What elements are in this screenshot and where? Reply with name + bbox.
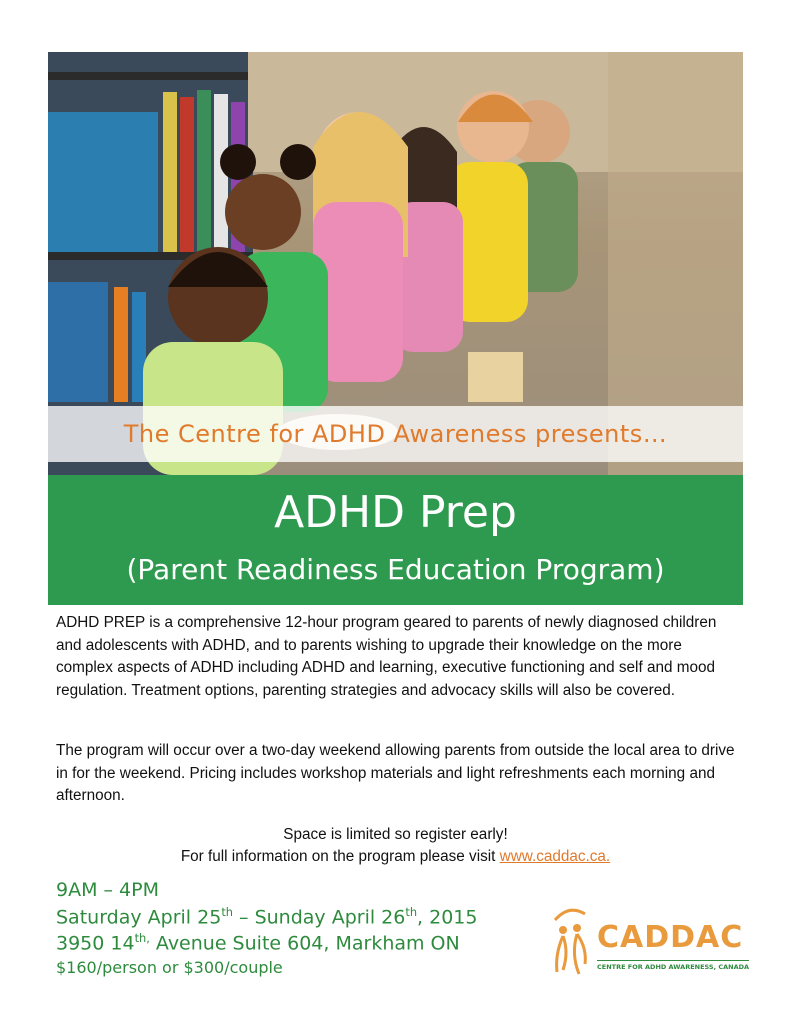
program-title: ADHD Prep [274, 487, 517, 538]
presents-text: The Centre for ADHD Awareness presents… [123, 420, 668, 448]
website-link[interactable]: www.caddac.ca. [499, 848, 611, 865]
schedule-paragraph: The program will occur over a two-day weekend allowing parents from outside the local area to drive in for the weekend. Pricing includes workshop materials and light refreshments each morning and afternoon. [56, 742, 735, 804]
description-paragraph: ADHD PREP is a comprehensive 12-hour program geared to parents of newly diagnosed children and adolescents with ADHD, and to parents wishing to upgrade their knowledge on the more complex aspects of ADHD including ADHD and learning, executive functioning and self and mood regulation. Treatment options, parenting strategies and advocacy skills will also be covered. [56, 614, 717, 699]
presents-banner [48, 406, 743, 462]
event-address: 3950 $14^{th,}$ Avenue Suite 604, Markham ON [56, 931, 460, 955]
event-time: 9AM – 4PM [56, 879, 159, 901]
info-prefix: For full information on the program please visit [180, 848, 500, 865]
caddac-logo [541, 898, 750, 984]
event-dates: Saturday April 25th – Sunday April 26th, 2015 [56, 905, 478, 929]
info-line [48, 848, 743, 866]
title-block [48, 475, 743, 605]
register-note: Space is limited so register early! [283, 826, 508, 843]
program-subtitle: (Parent Readiness Education Program) [126, 553, 665, 586]
logo-tagline: CENTRE FOR ADHD AWARENESS, CANADA [597, 960, 749, 971]
event-price: $160/person or $300/couple [56, 958, 283, 977]
people-figure-icon [541, 898, 601, 978]
logo-wordmark: CADDAC [597, 920, 744, 955]
